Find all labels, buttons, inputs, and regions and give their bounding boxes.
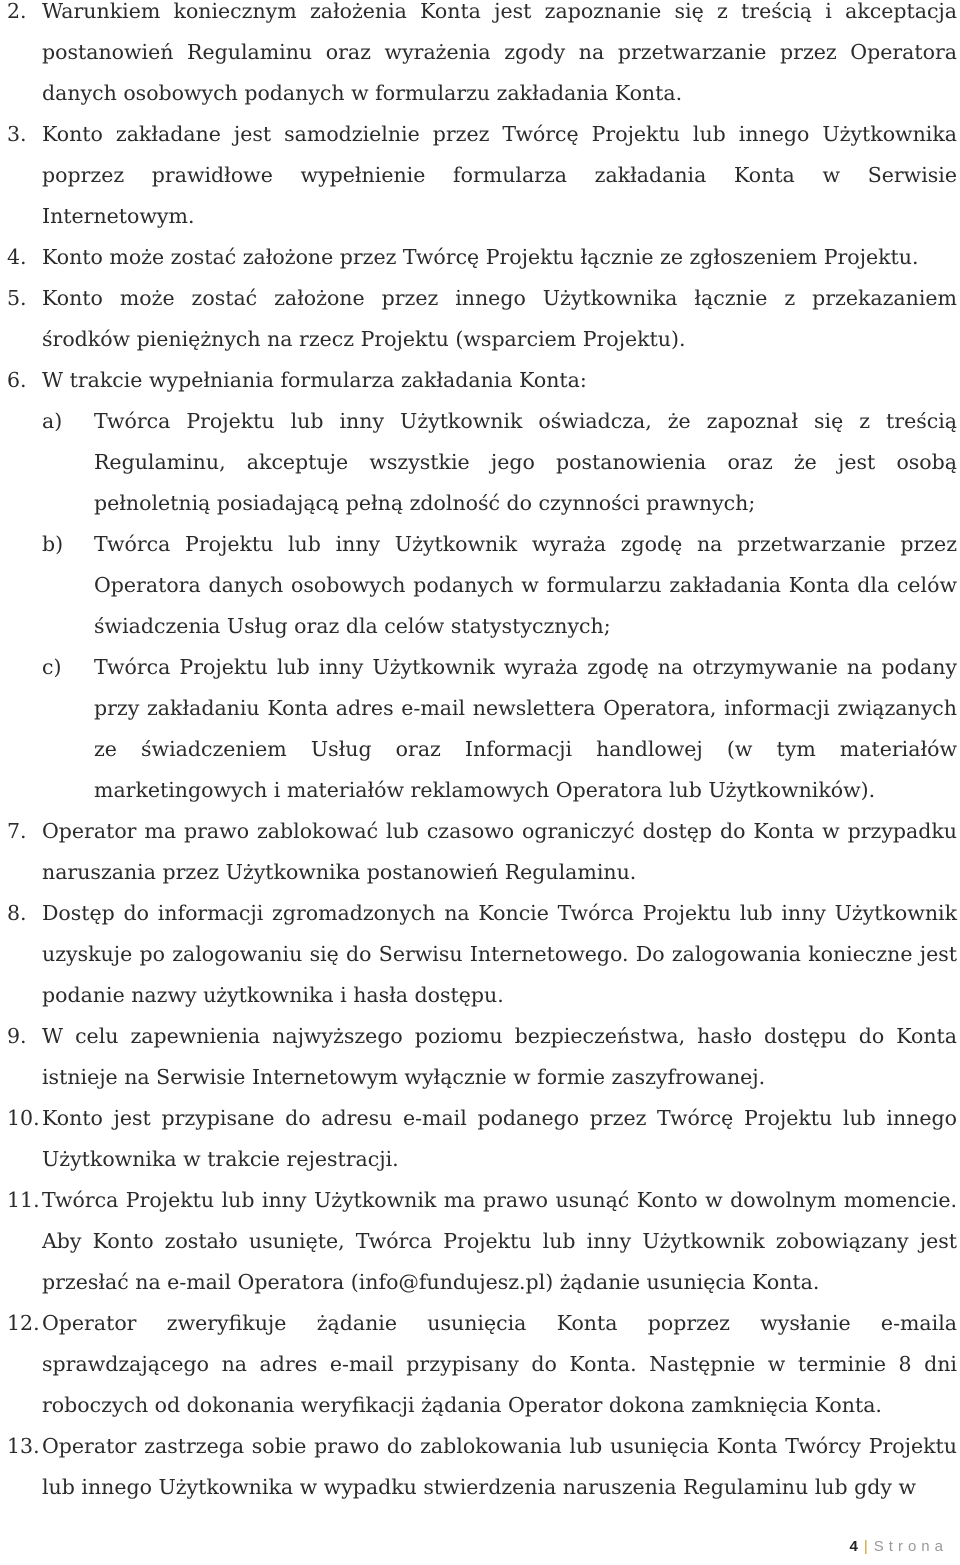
item-text: W celu zapewnienia najwyższego poziomu bezpieczeństwa, hasło dostępu do Konta istnieje na Serwisie Internetowym wyłącznie w formie zaszyfrowanej. (42, 1024, 957, 1089)
sub-item-text: Twórca Projektu lub inny Użytkownik oświadcza, że zapoznał się z treścią Regulaminu, akceptuje wszystkie jego postanowienia oraz że jest osobą pełnoletnią posiadającą pełną zdolność do czynności prawnych; (94, 409, 957, 515)
item-text: Konto może zostać założone przez Twórcę Projektu łącznie ze zgłoszeniem Projektu. (42, 245, 919, 269)
item-text: Konto zakładane jest samodzielnie przez Twórcę Projektu lub innego Użytkownika poprzez prawidłowe wypełnienie formularza zakładania Konta w Serwisie Internetowym. (42, 122, 957, 228)
item-text: Operator zastrzega sobie prawo do zablokowania lub usunięcia Konta Twórcy Projektu lub innego Użytkownika w wypadku stwierdzenia naruszenia Regulaminu lub gdy w (42, 1434, 957, 1499)
sub-item-c (42, 647, 957, 811)
item-number: 8. (7, 901, 27, 925)
list-item-9 (7, 1016, 957, 1098)
sub-item-label: b) (42, 532, 64, 556)
item-number: 7. (7, 819, 27, 843)
item-text: Konto może zostać założone przez innego Użytkownika łącznie z przekazaniem środków pieniężnych na rzecz Projektu (wsparciem Projektu). (42, 286, 957, 351)
sub-item-a (42, 401, 957, 524)
item-number: 9. (7, 1024, 27, 1048)
sub-item-label: a) (42, 409, 63, 433)
list-item-6 (7, 360, 957, 401)
page-label: Strona (873, 1538, 948, 1555)
list-item-11 (7, 1180, 957, 1303)
item-number: 11. (7, 1188, 40, 1212)
list-item-8 (7, 893, 957, 1016)
item-text: Twórca Projektu lub inny Użytkownik ma prawo usunąć Konto w dowolnym momencie. Aby Konto zostało usunięte, Twórca Projektu lub inny Użytkownik zobowiązany jest przesłać na e-mail Operatora (info@fundujesz.pl) żądanie usunięcia Konta. (42, 1188, 957, 1294)
item-number: 4. (7, 245, 27, 269)
list-item-5 (7, 278, 957, 360)
list-item-4 (7, 237, 957, 278)
item-number: 10. (7, 1106, 40, 1130)
list-item-3 (7, 114, 957, 237)
list-item-7 (7, 811, 957, 893)
item-number: 12. (7, 1311, 40, 1335)
list-item-12 (7, 1303, 957, 1426)
item-number: 5. (7, 286, 27, 310)
item-number: 13. (7, 1434, 40, 1458)
item-text: Operator zweryfikuje żądanie usunięcia Konta poprzez wysłanie e-maila sprawdzającego na adres e-mail przypisany do Konta. Następnie w terminie 8 dni roboczych od dokonania weryfikacji żądania Operator dokona zamknięcia Konta. (42, 1311, 957, 1417)
page-footer (850, 1538, 948, 1555)
list-item-13 (7, 1426, 957, 1508)
item-number: 3. (7, 122, 27, 146)
item-number: 2. (7, 0, 27, 23)
footer-separator: | (863, 1538, 868, 1555)
regulations-list (7, 0, 957, 1508)
list-item-2 (7, 0, 957, 114)
item-text: Operator ma prawo zablokować lub czasowo ograniczyć dostęp do Konta w przypadku naruszania przez Użytkownika postanowień Regulaminu. (42, 819, 957, 884)
sub-item-text: Twórca Projektu lub inny Użytkownik wyraża zgodę na otrzymywanie na podany przy zakładaniu Konta adres e-mail newslettera Operatora, informacji związanych ze świadczeniem Usług oraz Informacji handlowej (w tym materiałów marketingowych i materiałów reklamowych Operatora lub Użytkowników). (94, 655, 957, 802)
sub-item-label: c) (42, 655, 62, 679)
item-text: Dostęp do informacji zgromadzonych na Koncie Twórca Projektu lub inny Użytkownik uzyskuje po zalogowaniu się do Serwisu Internetowego. Do zalogowania konieczne jest podanie nazwy użytkownika i hasła dostępu. (42, 901, 957, 1007)
sub-item-b (42, 524, 957, 647)
page-number: 4 (849, 1538, 858, 1555)
item-text: Warunkiem koniecznym założenia Konta jest zapoznanie się z treścią i akceptacja postanowień Regulaminu oraz wyrażenia zgody na przetwarzanie przez Operatora danych osobowych podanych w formularzu zakładania Konta. (42, 0, 957, 105)
list-item-10 (7, 1098, 957, 1180)
item-text: W trakcie wypełniania formularza zakładania Konta: (42, 368, 587, 392)
item-number: 6. (7, 368, 27, 392)
sub-item-text: Twórca Projektu lub inny Użytkownik wyraża zgodę na przetwarzanie przez Operatora danych osobowych podanych w formularzu zakładania Konta dla celów świadczenia Usług oraz dla celów statystycznych; (94, 532, 957, 638)
item-text: Konto jest przypisane do adresu e-mail podanego przez Twórcę Projektu lub innego Użytkownika w trakcie rejestracji. (42, 1106, 957, 1171)
